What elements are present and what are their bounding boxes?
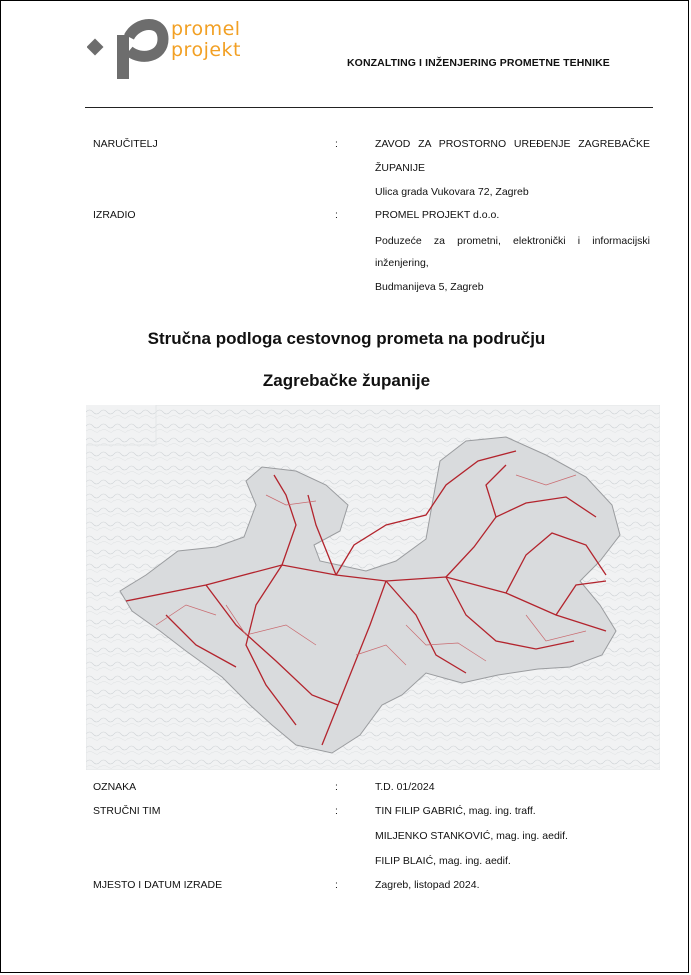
designation-colon: :	[335, 781, 338, 793]
author-colon: :	[335, 209, 338, 221]
document-title-line-2: Zagrebačke županije	[262, 371, 431, 390]
logo-line-2: projekt	[171, 39, 241, 61]
author-desc-line-2: inženjering,	[375, 257, 429, 269]
client-name-line-1: ZAVOD ZA PROSTORNO UREĐENJE ZAGREBAČKE	[375, 138, 650, 150]
team-member: FILIP BLAIĆ, mag. ing. aedif.	[375, 855, 511, 867]
author-company: PROMEL PROJEKT d.o.o.	[375, 209, 500, 221]
zagreb-county-road-map	[86, 405, 660, 770]
author-desc-line-1: Poduzeće za prometni, elektronički i informacijski	[375, 235, 650, 247]
place-date-label: MJESTO I DATUM IZRADE	[93, 879, 223, 891]
team-colon: :	[335, 805, 338, 817]
company-tagline: KONZALTING I INŽENJERING PROMETNE TEHNIKE	[347, 57, 610, 69]
client-name-line-2: ŽUPANIJE	[375, 162, 425, 174]
author-address: Budmanijeva 5, Zagreb	[375, 281, 484, 293]
place-date-value: Zagreb, listopad 2024.	[375, 879, 480, 891]
team-label: STRUČNI TIM	[93, 805, 161, 817]
client-address: Ulica grada Vukovara 72, Zagreb	[375, 186, 529, 198]
client-label: NARUČITELJ	[93, 138, 158, 150]
logo-wordmark	[171, 19, 241, 61]
designation-label: OZNAKA	[93, 781, 137, 793]
team-member: MILJENKO STANKOVIĆ, mag. ing. aedif.	[375, 830, 568, 842]
author-label: IZRADIO	[93, 209, 136, 221]
logo-line-1: promel	[171, 18, 241, 40]
place-date-colon: :	[335, 879, 338, 891]
designation-value: T.D. 01/2024	[375, 781, 435, 793]
client-colon: :	[335, 138, 338, 150]
header-divider	[85, 107, 653, 108]
document-title-line-1: Stručna podloga cestovnog prometa na području	[147, 329, 546, 348]
team-member: TIN FILIP GABRIĆ, mag. ing. traff.	[375, 805, 536, 817]
